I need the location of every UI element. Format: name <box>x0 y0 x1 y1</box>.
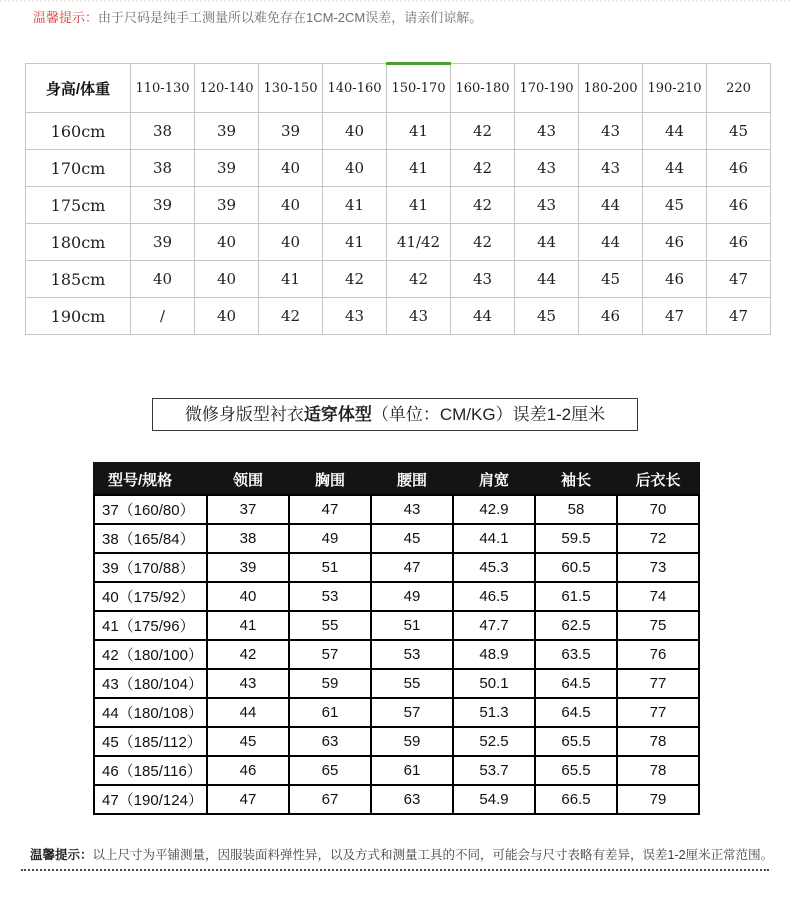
table-cell: / <box>131 298 195 335</box>
table-cell: 63 <box>289 727 371 756</box>
table-cell: 62.5 <box>535 611 617 640</box>
row-label: 175cm <box>26 187 131 224</box>
table-cell: 63.5 <box>535 640 617 669</box>
table-row <box>94 611 699 640</box>
table-cell: 45.3 <box>453 553 535 582</box>
bottom-warm-tip-prefix: 温馨提示： <box>30 848 93 862</box>
table-cell: 42 <box>207 640 289 669</box>
table-cell: 44 <box>579 224 643 261</box>
column-header: 领围 <box>207 463 289 495</box>
table-cell: 42 <box>451 113 515 150</box>
table-cell: 72 <box>617 524 699 553</box>
table-cell: 43 <box>515 150 579 187</box>
table-cell: 67 <box>289 785 371 814</box>
table-cell: 59.5 <box>535 524 617 553</box>
row-label: 47（190/124） <box>94 785 207 814</box>
column-header: 腰围 <box>371 463 453 495</box>
table-cell: 58 <box>535 495 617 524</box>
table-cell: 50.1 <box>453 669 535 698</box>
table-cell: 75 <box>617 611 699 640</box>
row-label: 180cm <box>26 224 131 261</box>
table-cell: 49 <box>289 524 371 553</box>
table-cell: 76 <box>617 640 699 669</box>
table-cell: 43 <box>515 187 579 224</box>
row-label: 39（170/88） <box>94 553 207 582</box>
row-label: 41（175/96） <box>94 611 207 640</box>
table-row <box>94 669 699 698</box>
top-warm-tip-text: 由于尺码是纯手工测量所以难免存在1CM-2CM误差，请亲们谅解。 <box>98 10 483 25</box>
table-cell: 43 <box>515 113 579 150</box>
table-cell: 45 <box>579 261 643 298</box>
table-cell: 42 <box>387 261 451 298</box>
table-cell: 47 <box>707 261 771 298</box>
row-label: 190cm <box>26 298 131 335</box>
column-header: 胸围 <box>289 463 371 495</box>
table-cell: 39 <box>195 150 259 187</box>
table-cell: 53 <box>371 640 453 669</box>
section-title-part2: 适穿体型 <box>303 405 372 424</box>
table-cell: 73 <box>617 553 699 582</box>
table-row <box>94 727 699 756</box>
table-cell: 49 <box>371 582 453 611</box>
garment-measurement-table <box>93 462 700 815</box>
table-cell: 47 <box>643 298 707 335</box>
table-cell: 47.7 <box>453 611 535 640</box>
column-header: 120-140 <box>195 64 259 113</box>
table-cell: 40 <box>259 150 323 187</box>
table-cell: 44 <box>515 261 579 298</box>
table-cell: 43 <box>371 495 453 524</box>
table-cell: 43 <box>387 298 451 335</box>
table-cell: 55 <box>289 611 371 640</box>
table-cell: 40 <box>195 224 259 261</box>
table-row <box>94 553 699 582</box>
row-label: 38（165/84） <box>94 524 207 553</box>
table-cell: 46 <box>707 150 771 187</box>
row-label: 160cm <box>26 113 131 150</box>
column-header: 170-190 <box>515 64 579 113</box>
table-cell: 53.7 <box>453 756 535 785</box>
table-cell: 61.5 <box>535 582 617 611</box>
table-cell: 39 <box>259 113 323 150</box>
table-cell: 45 <box>207 727 289 756</box>
table-cell: 44 <box>643 113 707 150</box>
table-cell: 60.5 <box>535 553 617 582</box>
table-cell: 46 <box>207 756 289 785</box>
table-cell: 41 <box>207 611 289 640</box>
table-cell: 41 <box>323 187 387 224</box>
table-cell: 59 <box>371 727 453 756</box>
table-cell: 44.1 <box>453 524 535 553</box>
table-cell: 66.5 <box>535 785 617 814</box>
row-label: 40（175/92） <box>94 582 207 611</box>
table-cell: 78 <box>617 727 699 756</box>
bottom-dotted-divider <box>21 869 769 871</box>
table-cell: 45 <box>707 113 771 150</box>
top-dotted-divider <box>0 0 790 2</box>
row-label: 42（180/100） <box>94 640 207 669</box>
table-cell: 46 <box>707 224 771 261</box>
table-cell: 47 <box>289 495 371 524</box>
header-row <box>94 463 699 495</box>
table-cell: 54.9 <box>453 785 535 814</box>
column-header: 190-210 <box>643 64 707 113</box>
table-cell: 57 <box>371 698 453 727</box>
table-cell: 39 <box>195 187 259 224</box>
table-cell: 43 <box>323 298 387 335</box>
row-label: 170cm <box>26 150 131 187</box>
table-cell: 41 <box>387 187 451 224</box>
table-cell: 40 <box>195 298 259 335</box>
table-cell: 48.9 <box>453 640 535 669</box>
height-weight-size-table <box>25 62 771 335</box>
table-row <box>26 261 771 298</box>
table-cell: 46 <box>707 187 771 224</box>
table-cell: 61 <box>371 756 453 785</box>
table-cell: 43 <box>579 113 643 150</box>
section-title-part1: 微修身版型衬衣 <box>184 405 304 424</box>
table-cell: 46 <box>579 298 643 335</box>
table-cell: 41/42 <box>387 224 451 261</box>
row-label: 43（180/104） <box>94 669 207 698</box>
table-cell: 40 <box>323 113 387 150</box>
column-header: 型号/规格 <box>94 463 207 495</box>
table-row <box>26 298 771 335</box>
table-cell: 44 <box>515 224 579 261</box>
header-row <box>26 64 771 113</box>
table-cell: 79 <box>617 785 699 814</box>
table-cell: 61 <box>289 698 371 727</box>
row-label: 45（185/112） <box>94 727 207 756</box>
table-row <box>26 150 771 187</box>
table-row <box>94 698 699 727</box>
table-cell: 39 <box>207 553 289 582</box>
table-cell: 74 <box>617 582 699 611</box>
table-cell: 42 <box>323 261 387 298</box>
table-cell: 77 <box>617 669 699 698</box>
table-row <box>26 113 771 150</box>
column-header: 后衣长 <box>617 463 699 495</box>
table-cell: 40 <box>323 150 387 187</box>
table-row <box>26 224 771 261</box>
column-header: 110-130 <box>131 64 195 113</box>
table-cell: 42 <box>451 224 515 261</box>
table-cell: 44 <box>207 698 289 727</box>
table-row <box>26 187 771 224</box>
table-row <box>94 582 699 611</box>
table-cell: 40 <box>259 224 323 261</box>
section-title-part3: （单位：CM/KG）误差1-2厘米 <box>371 405 606 424</box>
table-cell: 40 <box>195 261 259 298</box>
table-cell: 46 <box>643 224 707 261</box>
table-row <box>94 495 699 524</box>
table-cell: 63 <box>371 785 453 814</box>
table-cell: 38 <box>131 150 195 187</box>
column-header: 220 <box>707 64 771 113</box>
column-header: 160-180 <box>451 64 515 113</box>
section-title-box <box>152 398 638 431</box>
column-header: 150-170 <box>387 64 451 113</box>
table-cell: 46.5 <box>453 582 535 611</box>
table-row <box>94 785 699 814</box>
table-cell: 64.5 <box>535 698 617 727</box>
table-cell: 38 <box>131 113 195 150</box>
table-cell: 37 <box>207 495 289 524</box>
table-cell: 44 <box>579 187 643 224</box>
table-cell: 41 <box>387 113 451 150</box>
table-cell: 47 <box>207 785 289 814</box>
table-cell: 39 <box>195 113 259 150</box>
table-cell: 65.5 <box>535 727 617 756</box>
table-cell: 57 <box>289 640 371 669</box>
table-cell: 47 <box>371 553 453 582</box>
table-cell: 42.9 <box>453 495 535 524</box>
table-cell: 64.5 <box>535 669 617 698</box>
table-cell: 47 <box>707 298 771 335</box>
table-cell: 55 <box>371 669 453 698</box>
table-row <box>94 524 699 553</box>
column-header: 肩宽 <box>453 463 535 495</box>
table-cell: 41 <box>259 261 323 298</box>
table-cell: 45 <box>515 298 579 335</box>
column-header: 身高/体重 <box>26 64 131 113</box>
table-cell: 51 <box>371 611 453 640</box>
table-cell: 39 <box>131 187 195 224</box>
row-label: 185cm <box>26 261 131 298</box>
table-cell: 41 <box>323 224 387 261</box>
table-row <box>94 756 699 785</box>
table-cell: 51.3 <box>453 698 535 727</box>
table-cell: 40 <box>207 582 289 611</box>
table-cell: 59 <box>289 669 371 698</box>
table-cell: 44 <box>643 150 707 187</box>
column-header: 130-150 <box>259 64 323 113</box>
table-cell: 44 <box>451 298 515 335</box>
table-cell: 40 <box>131 261 195 298</box>
row-label: 46（185/116） <box>94 756 207 785</box>
top-warm-tip-prefix: 温馨提示： <box>33 10 99 25</box>
column-header: 袖长 <box>535 463 617 495</box>
table-cell: 42 <box>451 150 515 187</box>
table-cell: 43 <box>579 150 643 187</box>
table-cell: 78 <box>617 756 699 785</box>
row-label: 37（160/80） <box>94 495 207 524</box>
column-header: 140-160 <box>323 64 387 113</box>
top-warm-tip <box>33 7 482 26</box>
table-cell: 38 <box>207 524 289 553</box>
table-cell: 46 <box>643 261 707 298</box>
row-label: 44（180/108） <box>94 698 207 727</box>
table-cell: 77 <box>617 698 699 727</box>
table-cell: 51 <box>289 553 371 582</box>
table-cell: 41 <box>387 150 451 187</box>
table-cell: 43 <box>207 669 289 698</box>
table-cell: 43 <box>451 261 515 298</box>
column-header: 180-200 <box>579 64 643 113</box>
table-cell: 40 <box>259 187 323 224</box>
table-cell: 52.5 <box>453 727 535 756</box>
table-cell: 53 <box>289 582 371 611</box>
table-cell: 65.5 <box>535 756 617 785</box>
table-cell: 42 <box>451 187 515 224</box>
table-cell: 42 <box>259 298 323 335</box>
table-row <box>94 640 699 669</box>
table-cell: 39 <box>131 224 195 261</box>
bottom-warm-tip <box>30 845 773 863</box>
table-cell: 70 <box>617 495 699 524</box>
table-cell: 65 <box>289 756 371 785</box>
table-cell: 45 <box>643 187 707 224</box>
table-cell: 45 <box>371 524 453 553</box>
bottom-warm-tip-text: 以上尺寸为平铺测量，因服装面料弹性异，以及方式和测量工具的不同，可能会与尺寸表略有差异，误差1-2厘米正常范围。 <box>92 848 774 862</box>
